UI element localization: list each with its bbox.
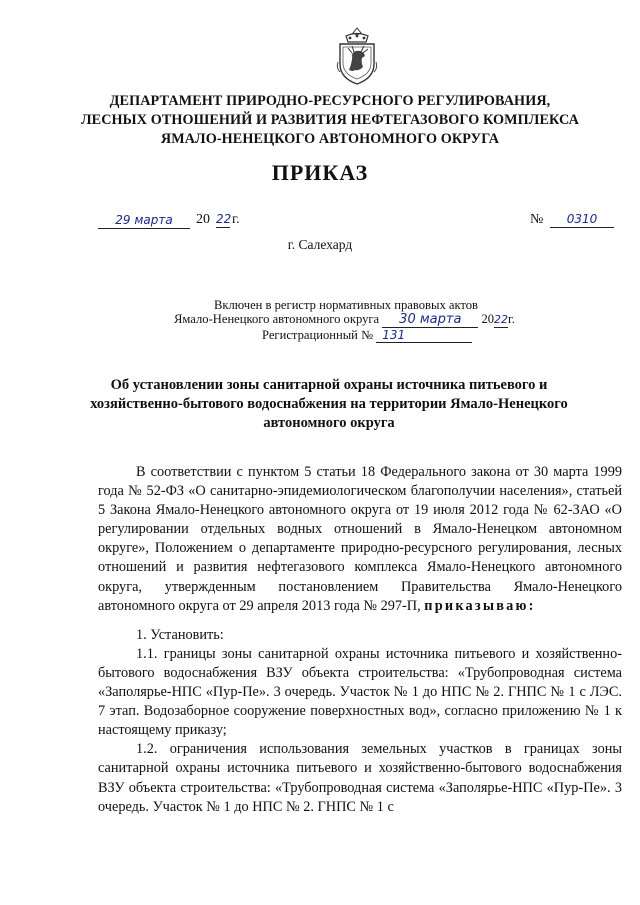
registration-number-handwritten: 131 <box>376 328 472 343</box>
order-date-handwritten: 29 марта <box>98 212 190 229</box>
city-line: г. Салехард <box>287 237 353 252</box>
preamble-text: В соответствии с пунктом 5 статьи 18 Федерального закона от 30 марта 1999 года № 52-ФЗ «О санитарно-эпидемиологическом благополучии населения», статьей 5 Закона Ямало-Ненецкого автономного округа от 19 июля 2012 года № 62-ЗАО «О регулировании отдельных водных отношений в Ямало-Ненецком автономном округе», Положением о департаменте природно-ресурсного регулирования, лесных отношений и развития нефтегазового комплекса Ямало-Ненецкого автономного округа, утвержденным постановлением Правительства Ямало-Ненецкого автономного округа от 29 апреля 2013 года № 297-П, <box>98 464 622 614</box>
department-line-2: ЛЕСНЫХ ОТНОШЕНИЙ И РАЗВИТИЯ НЕФТЕГАЗОВОГО КОМПЛЕКСА <box>80 112 580 128</box>
item-1: 1. Установить: <box>136 626 224 643</box>
order-year-suffix: г. <box>232 212 240 227</box>
department-line-3: ЯМАЛО-НЕНЕЦКОГО АВТОНОМНОГО ОКРУГА <box>160 131 500 147</box>
preamble-paragraph <box>98 463 622 616</box>
order-date-row <box>98 212 618 234</box>
item-1-2: 1.2. ограничения использования земельных участков в границах зоны санитарной охраны источника питьевого и хозяйственно-бытового водоснабжения ВЗУ объекта строительства: «Трубопроводная система «Заполярье-НПС «Пур-Пе». 3 очередь. Участок № 1 до НПС № 2. ГНПС № 1 с <box>98 741 622 815</box>
registration-year-suffix: г. <box>508 312 515 326</box>
registration-date-handwritten: 30 марта <box>382 313 478 328</box>
order-number-handwritten: 0310 <box>550 211 614 228</box>
coat-of-arms-icon <box>334 26 380 86</box>
registration-number-label: Регистрационный № <box>262 328 374 342</box>
registration-year-handwritten: 22 <box>494 313 509 326</box>
order-body <box>98 463 622 817</box>
registration-region: Ямало-Ненецкого автономного округа <box>174 312 380 326</box>
order-subject: Об установлении зоны санитарной охраны источника питьевого и хозяйственно-бытового водоснабжения на территории Ямало-Ненецкого автономного округа <box>90 377 568 431</box>
item-1-1: 1.1. границы зоны санитарной охраны источника питьевого и хозяйственно-бытового водоснабжения ВЗУ объекта строительства: «Трубопроводная система «Заполярье-НПС «Пур-Пе». 3 очередь. Участок № 1 до НПС № 2. ГНПС № 1 с ЛЭС. 7 этап. Водозаборное сооружение поверхностных вод», согласно приложению № 1 к настоящему приказу; <box>98 645 622 739</box>
registration-year-prefix: 20 <box>481 312 495 326</box>
order-word: приказываю: <box>424 597 536 614</box>
order-year-prefix: 20 <box>196 212 210 227</box>
registration-line-3 <box>262 327 472 344</box>
order-number-label: № <box>530 212 544 227</box>
registration-line-1: Включен в регистр нормативных правовых актов <box>214 298 479 312</box>
department-line-1: ДЕПАРТАМЕНТ ПРИРОДНО-РЕСУРСНОГО РЕГУЛИРОВАНИЯ, <box>109 93 551 109</box>
document-title: ПРИКАЗ <box>271 160 369 185</box>
department-header <box>60 92 600 149</box>
registration-line-2 <box>174 311 515 328</box>
order-year-handwritten: 22 <box>216 212 232 226</box>
